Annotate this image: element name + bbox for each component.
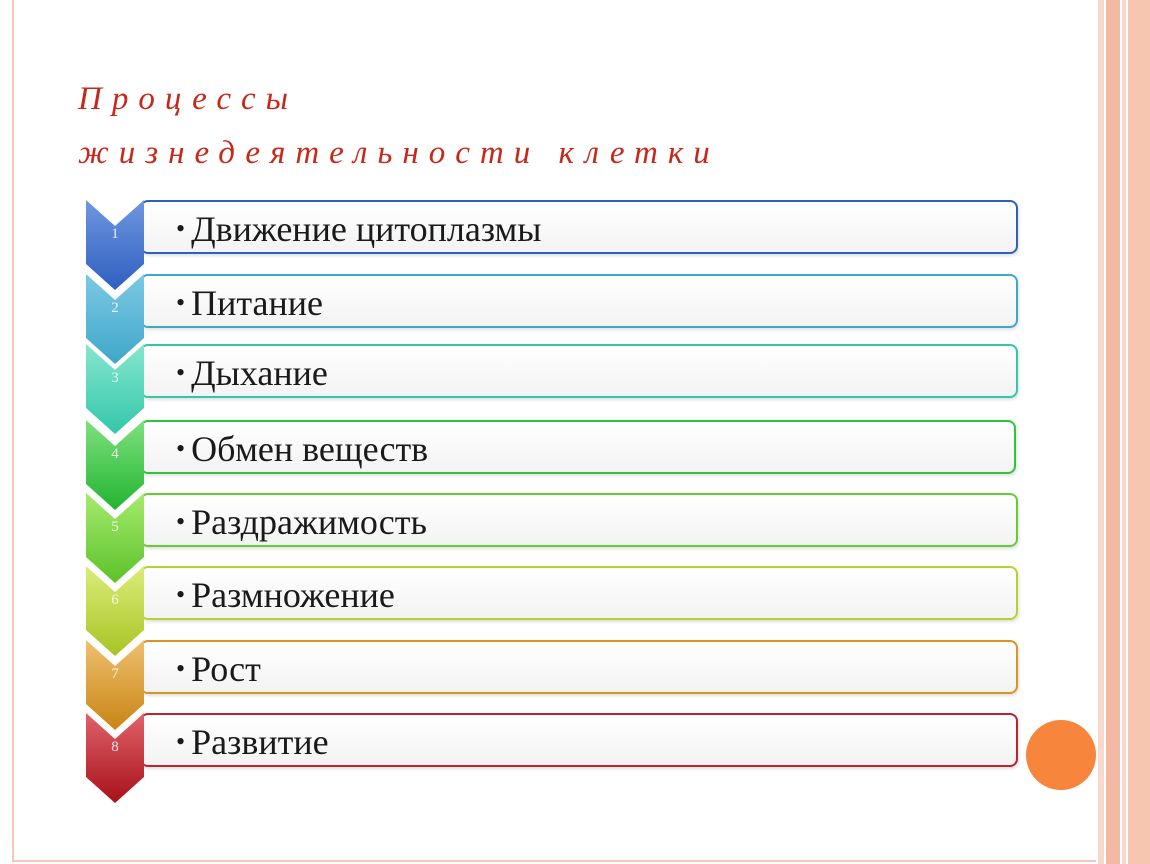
slide-title-line-1: Процессы xyxy=(78,81,299,117)
process-step-box xyxy=(140,274,1018,328)
chevron-down-icon xyxy=(82,713,148,805)
process-step-box xyxy=(140,713,1018,767)
process-step-number: 5 xyxy=(111,519,119,535)
process-step-number: 8 xyxy=(111,739,119,755)
process-step-box xyxy=(140,493,1018,547)
process-step-8 xyxy=(82,713,962,803)
process-step-label: • Рост xyxy=(176,648,261,690)
process-step-box xyxy=(140,200,1018,254)
process-step-label: • Развитие xyxy=(176,721,329,763)
process-step-label: • Раздражимость xyxy=(176,501,427,543)
process-step-number: 3 xyxy=(111,370,119,386)
process-step-box xyxy=(140,420,1016,474)
process-step-label: • Дыхание xyxy=(176,352,328,394)
process-step-label: • Движение цитоплазмы xyxy=(176,208,542,250)
slide-title-line-2: жизнедеятельности клетки xyxy=(78,135,720,171)
process-step-box xyxy=(140,566,1018,620)
decorative-stripes xyxy=(1098,0,1150,864)
process-step-label: • Обмен веществ xyxy=(176,428,428,470)
slide-title xyxy=(78,72,720,180)
process-step-number: 1 xyxy=(111,226,119,242)
process-step-label: • Питание xyxy=(176,282,323,324)
process-step-number: 6 xyxy=(111,592,119,608)
decorative-circle xyxy=(1026,720,1096,790)
process-step-box xyxy=(140,344,1018,398)
process-step-box xyxy=(140,640,1018,694)
process-step-label: • Размножение xyxy=(176,574,395,616)
process-step-number: 4 xyxy=(111,446,119,462)
process-step-number: 7 xyxy=(111,666,119,682)
process-step-number: 2 xyxy=(111,300,119,316)
